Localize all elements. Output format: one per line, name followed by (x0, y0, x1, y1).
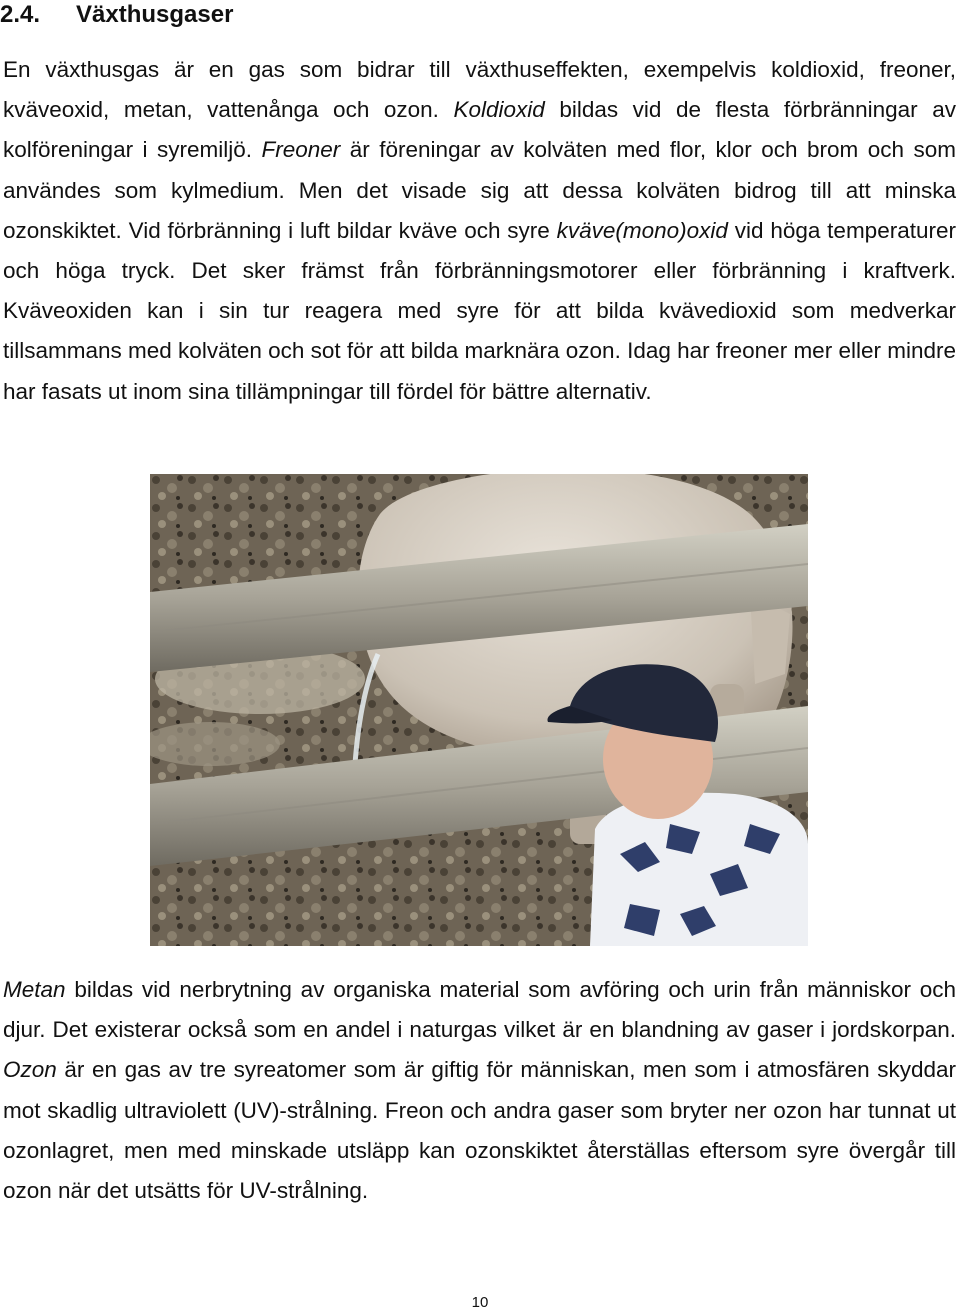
section-heading (0, 0, 233, 30)
photo-child-pig-fence (150, 474, 808, 946)
term-metan: Metan (3, 977, 66, 1002)
section-number: 2.4. (0, 1, 41, 28)
paragraph-methane-ozone (3, 970, 956, 1211)
section-title: Växthusgaser (76, 1, 234, 28)
text-span: bildas vid nerbrytning av organiska material som avföring och urin från människor och djur. Det existerar också som en andel i naturgas vilket är en blandning av gaser i jordskorpan. (3, 977, 956, 1043)
term-ozon: Ozon (3, 1057, 57, 1083)
term-koldioxid: Koldioxid (453, 97, 545, 123)
text-span: En växthusgas är en gas som bidrar till växthuseffekten, exempelvis koldioxid, freoner, kväveoxid, metan, vattenånga och ozon. (3, 57, 956, 123)
text-span: är föreningar av kolväten med flor, klor och brom och som användes som kylmedium. Men det visade sig att dessa kolväten bidrog till att minska ozonskiktet. Vid förbränning i luft bildar kväve och syre (3, 137, 956, 243)
text-span: bildas vid de flesta förbränningar av kolföreningar i syremiljö. (3, 97, 956, 163)
text-span: vid höga temperaturer och höga tryck. Det sker främst från förbränningsmotorer eller förbränning i kraftverk. Kväveoxiden kan i sin tur reagera med syre för att bilda kvävedioxid som medverkar tillsammans med kolväten och sot för att bilda marknära ozon. Idag har freoner mer eller mindre har fasats ut inom sina tillämpningar till fördel för bättre alternativ. (3, 217, 956, 404)
page-number: 10 (471, 1294, 489, 1311)
term-kvaveoxid: kväve(mono)oxid (556, 217, 728, 243)
paragraph-intro (3, 50, 956, 412)
text-span: är en gas av tre syreatomer som är giftig för människan, men som i atmosfären skyddar mot skadlig ultraviolett (UV)-strålning. Freon och andra gaser som bryter ner ozon har tunnat ut ozonlagret, men med minskade utsläpp kan ozonskiktet återställas eftersom syre övergår till ozon när det utsätts för UV-strålning. (3, 1057, 956, 1204)
term-freoner: Freoner (261, 137, 341, 163)
